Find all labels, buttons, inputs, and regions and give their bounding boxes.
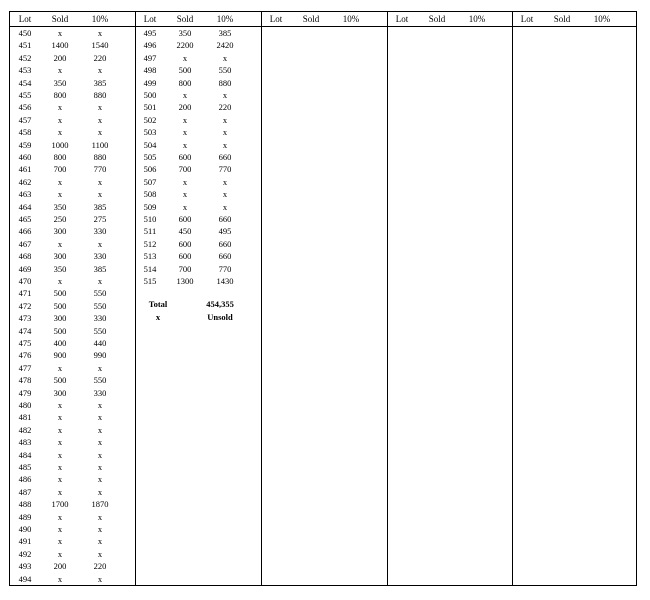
- lot-number: 479: [18, 387, 32, 398]
- ten-percent-amount: 330: [93, 251, 107, 262]
- lot-number: 454: [18, 77, 32, 88]
- sold-amount: 350: [53, 201, 67, 212]
- ten-percent-amount: 385: [218, 28, 232, 38]
- lot-number: 469: [18, 263, 32, 274]
- lot-number: 513: [143, 251, 157, 262]
- lot-number: 468: [18, 251, 32, 262]
- lot-number: 450: [18, 28, 32, 38]
- sold-amount: x: [57, 474, 63, 485]
- ten-percent-amount: x: [222, 114, 228, 125]
- sold-amount: x: [182, 201, 188, 212]
- lot-number: 512: [143, 238, 157, 249]
- sold-amount: 350: [53, 77, 67, 88]
- ten-percent-amount: 330: [93, 226, 107, 237]
- sold-amount: 900: [53, 350, 67, 361]
- lot-number: 466: [18, 226, 32, 237]
- lot-number: 496: [143, 40, 157, 51]
- lot-number: 500: [143, 90, 157, 100]
- lot-number: 477: [18, 362, 32, 373]
- ten-percent-amount: 385: [93, 201, 107, 212]
- lot-number: 497: [143, 52, 157, 63]
- sold-amount: x: [57, 65, 63, 76]
- sold-amount: x: [57, 536, 63, 547]
- header-lot: Lot: [143, 14, 157, 24]
- header-sold: Sold: [428, 14, 446, 24]
- ten-percent-amount: 1430: [216, 276, 234, 286]
- lot-number: 514: [143, 263, 157, 274]
- sold-amount: 1400: [51, 40, 69, 51]
- column-divider: [387, 12, 388, 585]
- ten-percent-amount: 1100: [91, 139, 109, 150]
- ten-percent-amount: x: [222, 176, 228, 187]
- lot-number: 508: [143, 189, 157, 200]
- lot-number: 453: [18, 65, 32, 76]
- sold-amount: x: [57, 511, 63, 522]
- ten-percent-amount: x: [97, 424, 103, 435]
- ten-percent-amount: 880: [93, 152, 107, 162]
- ten-percent-amount: x: [222, 127, 228, 138]
- lot-number: 457: [18, 114, 32, 125]
- sold-amount: x: [57, 400, 63, 410]
- lot-number: 493: [18, 561, 32, 572]
- ten-percent-amount: x: [222, 189, 228, 200]
- ten-percent-amount: x: [222, 90, 228, 100]
- sold-amount: x: [57, 437, 63, 448]
- sold-amount: x: [57, 114, 63, 125]
- lot-number: 509: [143, 201, 157, 212]
- ten-percent-amount: 660: [218, 238, 232, 249]
- lot-number: 481: [18, 412, 32, 423]
- ten-percent-amount: 385: [93, 77, 107, 88]
- ten-percent-amount: x: [97, 362, 103, 373]
- sold-amount: 500: [53, 375, 67, 386]
- sold-amount: 700: [178, 263, 192, 274]
- sold-amount: 600: [178, 214, 192, 224]
- ten-percent-amount: 660: [218, 152, 232, 162]
- ten-percent-amount: 330: [93, 387, 107, 398]
- ten-percent-amount: x: [97, 412, 103, 423]
- lot-number: 478: [18, 375, 32, 386]
- lot-number: 455: [18, 90, 32, 100]
- header-ten-percent: 10%: [91, 14, 109, 24]
- sold-amount: x: [57, 276, 63, 286]
- lot-number: 515: [143, 276, 157, 286]
- ten-percent-amount: x: [97, 189, 103, 200]
- sold-amount: 500: [178, 65, 192, 76]
- ten-percent-amount: x: [97, 449, 103, 460]
- sold-amount: 1300: [176, 276, 194, 286]
- lot-number: 506: [143, 164, 157, 175]
- lot-number: 451: [18, 40, 32, 51]
- sold-amount: 500: [53, 288, 67, 299]
- sold-amount: 200: [53, 561, 67, 572]
- ten-percent-amount: x: [97, 102, 103, 113]
- sold-amount: 500: [53, 325, 67, 336]
- sold-amount: 300: [53, 226, 67, 237]
- ten-percent-amount: x: [97, 524, 103, 534]
- sold-amount: 300: [53, 387, 67, 398]
- header-ten-percent: 10%: [216, 14, 234, 24]
- sold-amount: 500: [53, 300, 67, 311]
- column-divider: [261, 12, 262, 585]
- ten-percent-amount: x: [97, 474, 103, 485]
- sold-amount: x: [182, 114, 188, 125]
- sold-amount: x: [57, 176, 63, 187]
- ten-percent-amount: x: [97, 536, 103, 547]
- ten-percent-amount: 275: [93, 214, 107, 224]
- lot-number: 486: [18, 474, 32, 485]
- ten-percent-amount: x: [97, 276, 103, 286]
- lot-number: 461: [18, 164, 32, 175]
- ten-percent-amount: 1870: [91, 499, 109, 510]
- ten-percent-amount: 220: [93, 52, 107, 63]
- ten-percent-amount: 770: [93, 164, 107, 175]
- ten-percent-amount: 495: [218, 226, 232, 237]
- ten-percent-amount: 880: [218, 77, 232, 88]
- lot-number: 470: [18, 276, 32, 286]
- ten-percent-amount: x: [222, 139, 228, 150]
- ten-percent-amount: 550: [93, 300, 107, 311]
- lot-number: 462: [18, 176, 32, 187]
- ten-percent-amount: x: [97, 176, 103, 187]
- lot-number: 456: [18, 102, 32, 113]
- ten-percent-amount: x: [222, 201, 228, 212]
- total-label: Total: [148, 299, 168, 309]
- sold-amount: x: [182, 189, 188, 200]
- sold-amount: 800: [53, 152, 67, 162]
- lot-number: 487: [18, 486, 32, 497]
- lot-number: 504: [143, 139, 157, 150]
- sold-amount: x: [57, 486, 63, 497]
- sold-amount: x: [182, 52, 188, 63]
- lot-number: 464: [18, 201, 32, 212]
- lot-number: 474: [18, 325, 32, 336]
- ten-percent-amount: 440: [93, 338, 107, 348]
- lot-number: 480: [18, 400, 32, 410]
- sold-amount: 350: [178, 28, 192, 38]
- lot-number: 472: [18, 300, 32, 311]
- sold-amount: 1700: [51, 499, 69, 510]
- ten-percent-amount: x: [222, 52, 228, 63]
- lot-number: 502: [143, 114, 157, 125]
- ten-percent-amount: x: [97, 114, 103, 125]
- ten-percent-amount: 660: [218, 251, 232, 262]
- ten-percent-amount: x: [97, 462, 103, 472]
- lot-number: 463: [18, 189, 32, 200]
- sold-amount: x: [57, 548, 63, 559]
- sold-amount: 400: [53, 338, 67, 348]
- sold-amount: 800: [178, 77, 192, 88]
- lot-sales-table: [9, 11, 637, 586]
- lot-number: 505: [143, 152, 157, 162]
- lot-number: 465: [18, 214, 32, 224]
- ten-percent-amount: 550: [218, 65, 232, 76]
- unsold-symbol: x: [155, 312, 161, 322]
- sold-amount: x: [57, 449, 63, 460]
- lot-number: 473: [18, 313, 32, 324]
- sold-amount: x: [182, 176, 188, 187]
- ten-percent-amount: 770: [218, 263, 232, 274]
- lot-number: 503: [143, 127, 157, 138]
- ten-percent-amount: x: [97, 65, 103, 76]
- lot-number: 459: [18, 139, 32, 150]
- ten-percent-amount: x: [97, 28, 103, 38]
- header-ten-percent: 10%: [468, 14, 486, 24]
- sold-amount: 700: [53, 164, 67, 175]
- header-lot: Lot: [18, 14, 32, 24]
- ten-percent-amount: 550: [93, 375, 107, 386]
- lot-number: 476: [18, 350, 32, 361]
- sold-amount: x: [182, 127, 188, 138]
- ten-percent-amount: 770: [218, 164, 232, 175]
- lot-number: 494: [18, 573, 32, 584]
- lot-number: 460: [18, 152, 32, 162]
- ten-percent-amount: 220: [218, 102, 232, 113]
- ten-percent-amount: x: [97, 511, 103, 522]
- sold-amount: x: [57, 127, 63, 138]
- ten-percent-amount: 330: [93, 313, 107, 324]
- sold-amount: x: [57, 424, 63, 435]
- unsold-label: Unsold: [207, 312, 233, 322]
- sold-amount: x: [57, 238, 63, 249]
- lot-number: 458: [18, 127, 32, 138]
- table-header-row: [10, 12, 636, 27]
- header-lot: Lot: [395, 14, 409, 24]
- lot-number: 511: [143, 226, 157, 237]
- header-ten-percent: 10%: [342, 14, 360, 24]
- sold-amount: x: [57, 412, 63, 423]
- ten-percent-amount: x: [97, 127, 103, 138]
- lot-number: 491: [18, 536, 32, 547]
- ten-percent-amount: 880: [93, 90, 107, 100]
- header-lot: Lot: [269, 14, 283, 24]
- lot-number: 489: [18, 511, 32, 522]
- ten-percent-amount: 220: [93, 561, 107, 572]
- ten-percent-amount: x: [97, 486, 103, 497]
- lot-number: 492: [18, 548, 32, 559]
- sold-amount: x: [57, 524, 63, 534]
- sold-amount: 600: [178, 238, 192, 249]
- lot-number: 510: [143, 214, 157, 224]
- lot-number: 490: [18, 524, 32, 534]
- sold-amount: 700: [178, 164, 192, 175]
- ten-percent-amount: x: [97, 573, 103, 584]
- lot-number: 452: [18, 52, 32, 63]
- lot-number: 475: [18, 338, 32, 348]
- lot-number: 485: [18, 462, 32, 472]
- sold-amount: 600: [178, 152, 192, 162]
- sold-amount: 250: [53, 214, 67, 224]
- sold-amount: 2200: [176, 40, 194, 51]
- sold-amount: 450: [178, 226, 192, 237]
- ten-percent-amount: x: [97, 437, 103, 448]
- column-divider: [512, 12, 513, 585]
- sold-amount: x: [57, 573, 63, 584]
- ten-percent-amount: 550: [93, 325, 107, 336]
- ten-percent-amount: 1540: [91, 40, 109, 51]
- lot-number: 482: [18, 424, 32, 435]
- sold-amount: 200: [53, 52, 67, 63]
- header-sold: Sold: [51, 14, 69, 24]
- lot-number: 471: [18, 288, 32, 299]
- lot-number: 499: [143, 77, 157, 88]
- ten-percent-amount: 660: [218, 214, 232, 224]
- sold-amount: 600: [178, 251, 192, 262]
- ten-percent-amount: x: [97, 238, 103, 249]
- ten-percent-amount: x: [97, 548, 103, 559]
- sold-amount: 300: [53, 313, 67, 324]
- ten-percent-amount: 990: [93, 350, 107, 361]
- sold-amount: x: [57, 362, 63, 373]
- sold-amount: x: [57, 462, 63, 472]
- header-ten-percent: 10%: [593, 14, 611, 24]
- ten-percent-amount: 385: [93, 263, 107, 274]
- sold-amount: x: [182, 90, 188, 100]
- sold-amount: 800: [53, 90, 67, 100]
- ten-percent-amount: x: [97, 400, 103, 410]
- sold-amount: 1000: [51, 139, 69, 150]
- lot-number: 495: [143, 28, 157, 38]
- ten-percent-amount: 2420: [216, 40, 234, 51]
- lot-number: 507: [143, 176, 157, 187]
- header-sold: Sold: [176, 14, 194, 24]
- sold-amount: 200: [178, 102, 192, 113]
- lot-number: 498: [143, 65, 157, 76]
- lot-number: 488: [18, 499, 32, 510]
- header-sold: Sold: [302, 14, 320, 24]
- lot-number: 467: [18, 238, 32, 249]
- sold-amount: x: [57, 102, 63, 113]
- header-sold: Sold: [553, 14, 571, 24]
- lot-number: 484: [18, 449, 32, 460]
- sold-amount: x: [182, 139, 188, 150]
- ten-percent-amount: 550: [93, 288, 107, 299]
- lot-number: 501: [143, 102, 157, 113]
- sold-amount: x: [57, 189, 63, 200]
- total-value: 454,355: [206, 299, 234, 309]
- sold-amount: 350: [53, 263, 67, 274]
- sold-amount: x: [57, 28, 63, 38]
- header-lot: Lot: [520, 14, 534, 24]
- sold-amount: 300: [53, 251, 67, 262]
- lot-number: 483: [18, 437, 32, 448]
